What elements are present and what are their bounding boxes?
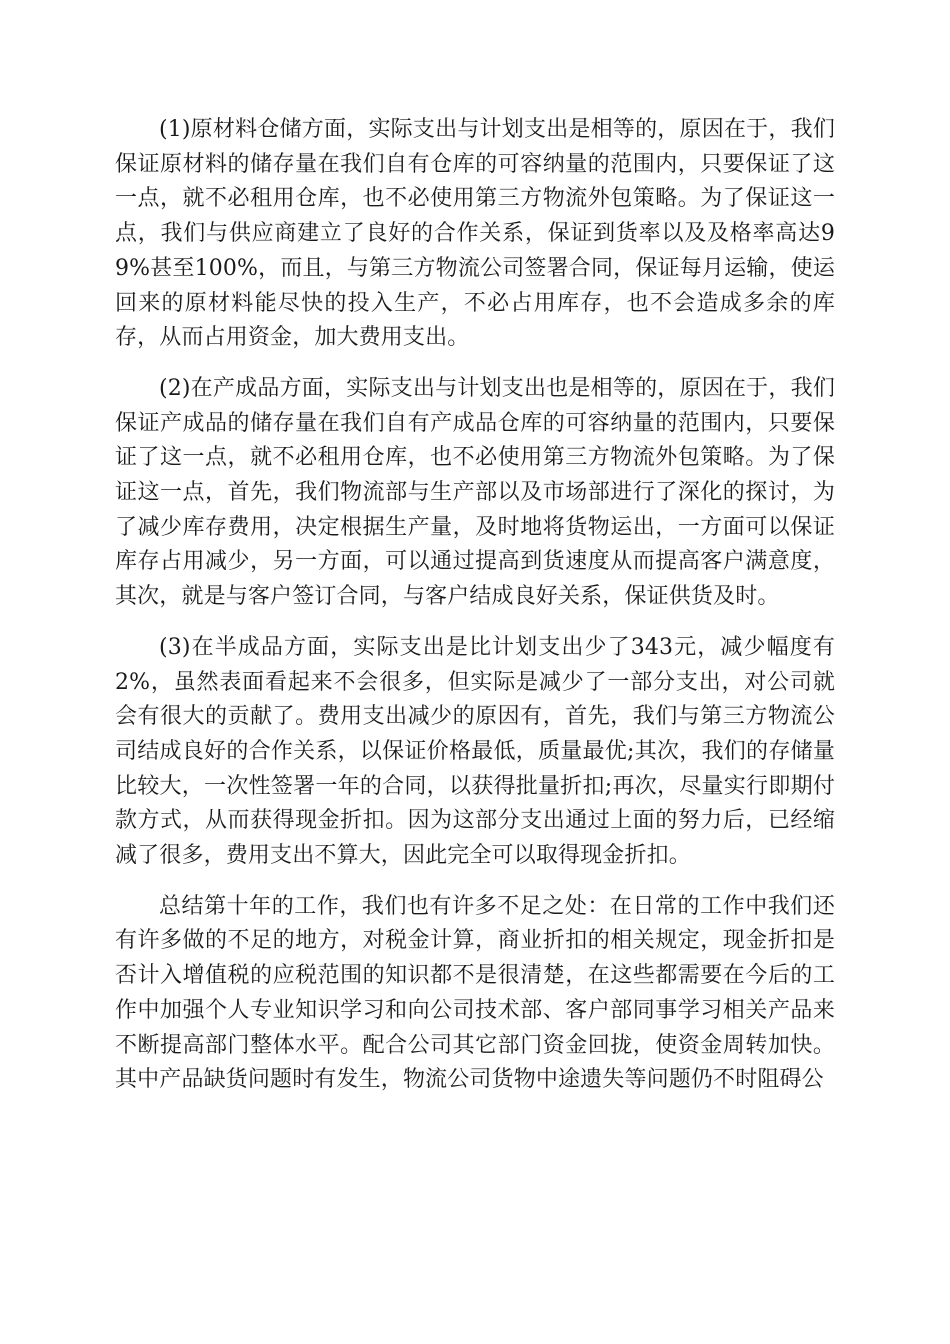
paragraph-raw-material-storage: (1)原材料仓储方面，实际支出与计划支出是相等的，原因在于，我们保证原材料的储存量在我们自有仓库的可容纳量的范围内，只要保证了这一点，就不必租用仓库，也不必使用第三方物流外包策略。为了保证这一点，我们与供应商建立了良好的合作关系，保证到货率以及及格率高达99%甚至100%，而且，与第三方物流公司签署合同，保证每月运输，使运回来的原材料能尽快的投入生产，不必占用库存，也不会造成多余的库存，从而占用资金，加大费用支出。	[115, 117, 835, 351]
paragraph-year-summary: 总结第十年的工作，我们也有许多不足之处：在日常的工作中我们还有许多做的不足的地方，对税金计算，商业折扣的相关规定，现金折扣是否计入增值税的应税范围的知识都不是很清楚，在这些都需要在今后的工作中加强个人专业知识学习和向公司技术部、客户部同事学习相关产品来不断提高部门整体水平。配合公司其它部门资金回拢，使资金周转加快。其中产品缺货问题时有发生，物流公司货物中途遗失等问题仍不时阻碍公	[115, 893, 835, 1093]
paragraph-finished-goods: (2)在产成品方面，实际支出与计划支出也是相等的，原因在于，我们保证产成品的储存量在我们自有产成品仓库的可容纳量的范围内，只要保证了这一点，就不必租用仓库，也不必使用第三方物流外包策略。为了保证这一点，首先，我们物流部与生产部以及市场部进行了深化的探讨，为了减少库存费用，决定根据生产量，及时地将货物运出，一方面可以保证库存占用减少，另一方面，可以通过提高到货速度从而提高客户满意度，其次，就是与客户签订合同，与客户结成良好关系，保证供货及时。	[115, 375, 835, 610]
document-body	[115, 113, 835, 1114]
paragraph-semi-finished-goods: (3)在半成品方面，实际支出是比计划支出少了343元，减少幅度有2%，虽然表面看起来不会很多，但实际是减少了一部分支出，对公司就会有很大的贡献了。费用支出减少的原因有，首先，我们与第三方物流公司结成良好的合作关系，以保证价格最低，质量最优;其次，我们的存储量比较大，一次性签署一年的合同，以获得批量折扣;再次，尽量实行即期付款方式，从而获得现金折扣。因为这部分支出通过上面的努力后，已经缩减了很多，费用支出不算大，因此完全可以取得现金折扣。	[115, 634, 835, 869]
